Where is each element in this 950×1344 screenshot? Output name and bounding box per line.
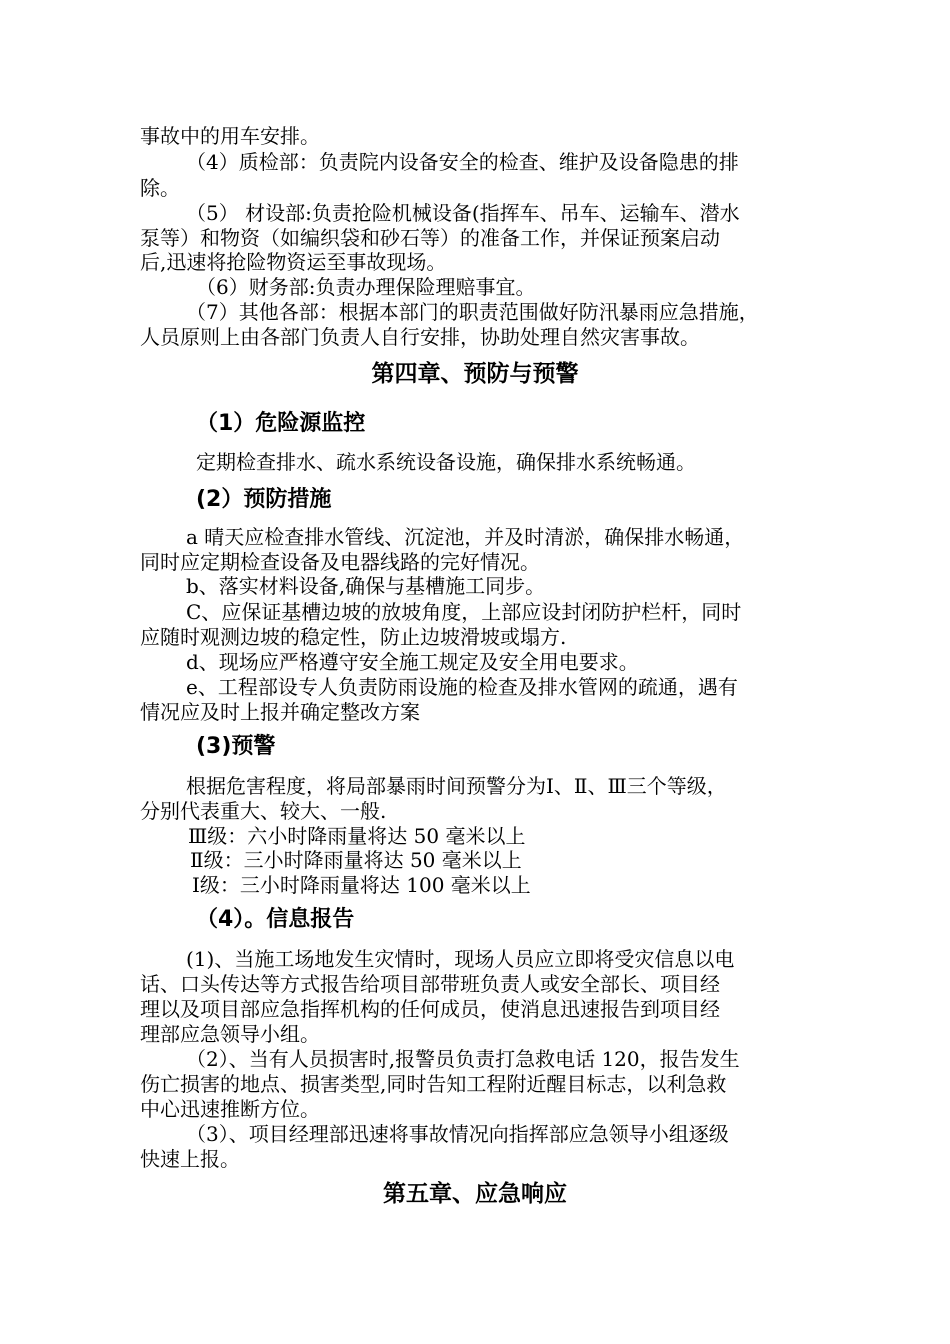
text-line: Ⅲ级：六小时降雨量将达 50 毫米以上 [188, 824, 526, 848]
text-line: 话、口头传达等方式报告给项目部带班负责人或安全部长、项目经 [140, 972, 720, 996]
text-line: 快速上报。 [140, 1147, 240, 1171]
text-line: 理以及项目部应急指挥机构的任何成员，使消息迅速报告到项目经 [140, 997, 720, 1021]
text-line: e、工程部设专人负责防雨设施的检查及排水管网的疏通，遇有 [186, 675, 738, 699]
text-line: （3）、项目经理部迅速将事故情况向指挥部应急领导小组逐级 [186, 1122, 729, 1146]
text-line: 伤亡损害的地点、损害类型,同时告知工程附近醒目标志，以利急救 [140, 1072, 727, 1096]
chapter-heading: 第五章、应急响应 [383, 1181, 567, 1207]
text-line: 根据危害程度，将局部暴雨时间预警分为Ⅰ、Ⅱ、Ⅲ三个等级， [186, 774, 727, 798]
text-line: 情况应及时上报并确定整改方案 [140, 700, 420, 724]
section-heading: (3)预警 [196, 734, 276, 759]
text-line: 应随时观测边坡的稳定性，防止边坡滑坡或塌方. [140, 625, 567, 649]
text-line: （2）、当有人员损害时,报警员负责打急救电话 120，报告发生 [186, 1047, 740, 1071]
section-heading: （1）危险源监控 [196, 411, 366, 436]
text-line: 泵等）和物资（如编织袋和砂石等）的准备工作，并保证预案启动 [140, 226, 720, 250]
text-line: Ⅰ级：三小时降雨量将达 100 毫米以上 [192, 873, 531, 897]
text-line: 理部应急领导小组。 [140, 1022, 320, 1046]
text-line: （4）质检部：负责院内设备安全的检查、维护及设备隐患的排 [186, 150, 739, 174]
chapter-heading: 第四章、预防与预警 [371, 361, 579, 387]
section-heading: (2）预防措施 [196, 487, 332, 512]
text-line: 同时应定期检查设备及电器线路的完好情况。 [140, 550, 540, 574]
text-line: （5） 材设部:负责抢险机械设备(指挥车、吊车、运输车、潜水 [186, 201, 740, 225]
text-line: 后,迅速将抢险物资运至事故现场。 [140, 250, 447, 274]
text-line: a 晴天应检查排水管线、沉淀池，并及时清淤，确保排水畅通， [186, 525, 745, 549]
text-line: 分别代表重大、较大、一般. [140, 799, 387, 823]
text-line: 中心迅速推断方位。 [140, 1097, 320, 1121]
text-line: 事故中的用车安排。 [140, 124, 320, 148]
text-line: b、落实材料设备,确保与基槽施工同步。 [186, 574, 546, 598]
text-line: (1)、当施工场地发生灾情时，现场人员应立即将受灾信息以电 [186, 947, 735, 971]
text-line: Ⅱ级：三小时降雨量将达 50 毫米以上 [190, 848, 522, 872]
text-line: （7）其他各部：根据本部门的职责范围做好防汛暴雨应急措施， [186, 300, 759, 324]
section-heading: （4）。信息报告 [196, 907, 355, 932]
text-line: 人员原则上由各部门负责人自行安排，协助处理自然灾害事故。 [140, 325, 700, 349]
text-line: 定期检查排水、疏水系统设备设施，确保排水系统畅通。 [196, 450, 696, 474]
text-line: C、应保证基槽边坡的放坡角度，上部应设封闭防护栏杆，同时 [186, 600, 742, 624]
text-line: 除。 [140, 176, 180, 200]
text-line: d、现场应严格遵守安全施工规定及安全用电要求。 [186, 650, 639, 674]
text-line: （6）财务部:负责办理保险理赔事宜。 [196, 275, 536, 299]
